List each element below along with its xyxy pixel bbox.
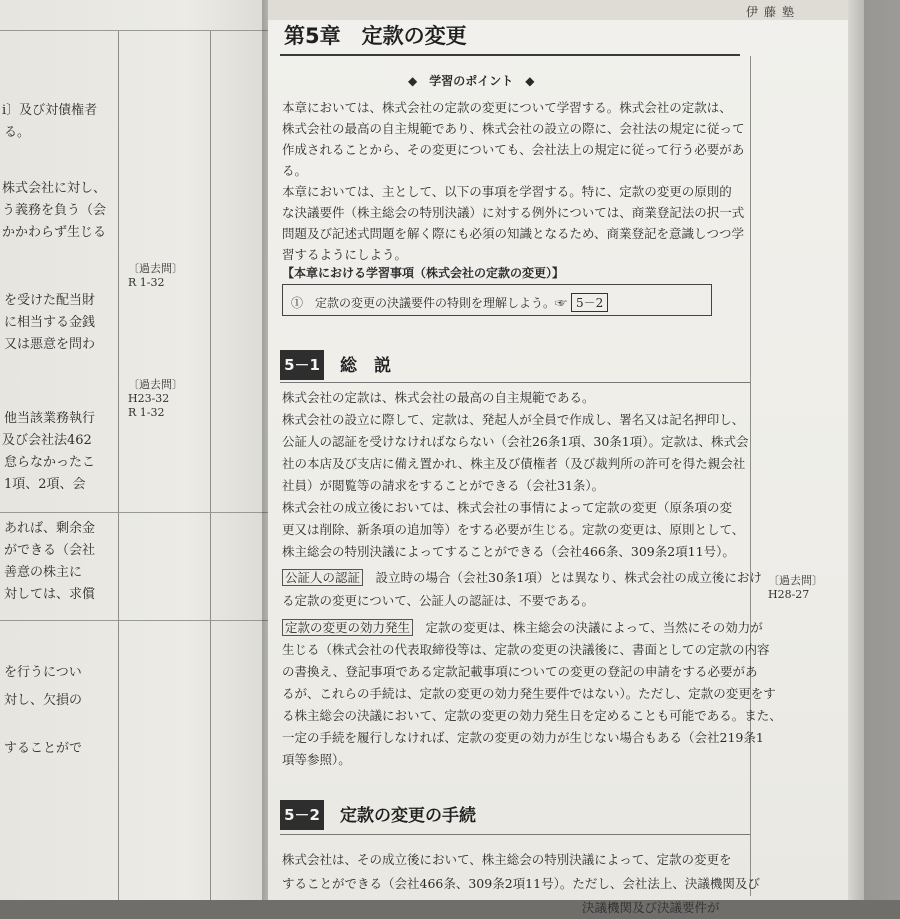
text-line: う義務を負う（会 — [2, 203, 107, 218]
text-line: る定款の変更について、公証人の認証は、不要である。 — [282, 593, 595, 608]
text-line: る。 — [4, 125, 31, 140]
page-edge — [848, 0, 864, 900]
text-line: 及び会社法462 — [2, 433, 92, 448]
text-line: な決議要件（株主総会の特別決議）に対する例外については、商業登記法の択一式 — [282, 205, 745, 220]
keyword-paragraph — [282, 616, 763, 639]
text-line: 株式会社の定款は、株式会社の最高の自主規範である。 — [282, 390, 595, 405]
note-line: 〔過去問〕 — [768, 574, 823, 587]
text-line: 社の本店及び支店に備え置かれ、株主及び債権者（及び裁判所の許可を得た親会社 — [282, 456, 746, 471]
margin-rule — [118, 30, 119, 900]
text-line: 株式会社の設立に際して、定款は、発起人が全員で作成し、署名又は記名押印し、 — [282, 412, 745, 427]
section-rule — [280, 382, 750, 383]
text-line: 作成されることから、その変更についても、会社法上の規定に従って行う必要があ — [282, 142, 745, 157]
row-rule — [0, 512, 268, 513]
text-line: 株主総会の特別決議によってすることができる（会社466条、309条2項11号）。 — [282, 544, 735, 559]
note-line: 〔過去問〕 — [128, 378, 183, 391]
text-line: 生じる（株式会社の代表取締役等は、定款の変更の決議後に、書面としての定款の内容 — [282, 642, 770, 657]
text-line: 定款の変更は、株主総会の決議によって、当然にその効力が — [413, 620, 763, 635]
text-line: 又は悪意を問わ — [4, 337, 96, 352]
text-line: 対しては、求償 — [4, 587, 96, 602]
author-name: 伊藤塾 — [746, 5, 801, 19]
right-page — [268, 0, 858, 915]
text-line: i〕及び対債権者 — [2, 103, 98, 118]
text-line: あれば、剰余金 — [4, 521, 96, 536]
text-line: 更又は削除、新条項の追加等）をする必要が生じる。定款の変更は、原則として、 — [282, 522, 745, 537]
past-exam-note — [768, 574, 823, 602]
text-line: 株式会社の最高の自主規範であり、株式会社の設立の際に、会社法の規定に従って — [282, 121, 745, 136]
learning-points-heading: ◆ 学習のポイント ◆ — [408, 74, 535, 88]
section-rule — [280, 834, 750, 835]
text-line: 怠らなかったこ — [4, 455, 96, 470]
text-line: 株式会社は、その成立後において、株主総会の特別決議によって、定款の変更を — [282, 852, 732, 867]
text-line: 設立時の場合（会社30条1項）とは異なり、株式会社の成立後におけ — [363, 570, 762, 585]
cross-reference: 5－2 — [571, 293, 608, 312]
text-line: 公証人の認証を受けなければならない（会社26条1項、30条1項）。定款は、株式会 — [282, 434, 749, 449]
text-line: 決議機関及び決議要件が — [282, 900, 720, 915]
text-line: 項等参照）。 — [282, 752, 351, 767]
section-title: 定款の変更の手続 — [340, 806, 476, 826]
text-line: 他当該業務執行 — [4, 411, 96, 426]
row-rule — [0, 620, 268, 621]
column-rule — [210, 30, 211, 900]
study-items-box — [282, 284, 712, 316]
margin-rule — [750, 56, 751, 896]
text-line: 問題及び記述式問題を解く際にも必須の知識となるため、商業登記を意識しつつ学 — [282, 226, 745, 241]
text-line: に相当する金銭 — [4, 315, 96, 330]
chapter-title: 第5章 定款の変更 — [284, 24, 467, 48]
note-line: H23-32 — [128, 392, 170, 405]
text-line: 1項、2項、会 — [4, 477, 86, 492]
text-line: の書換え、登記事項である定款記載事項についての変更の登記の申請をする必要があ — [282, 664, 758, 679]
text-line: を受けた配当財 — [4, 293, 96, 308]
past-exam-note — [128, 262, 183, 290]
left-page — [0, 0, 268, 900]
text-line: 本章においては、株式会社の定款の変更について学習する。株式会社の定款は、 — [282, 100, 732, 115]
running-header — [268, 0, 858, 20]
note-line: 〔過去問〕 — [128, 262, 183, 275]
text-line: することができる（会社466条、309条2項11号）。ただし、会社法上、決議機関及び — [282, 876, 760, 891]
text-line: るが、これらの手続は、定款の変更の効力発生要件ではない）。ただし、定款の変更をす — [282, 686, 776, 701]
note-line: H28-27 — [768, 588, 810, 601]
keyword-label: 定款の変更の効力発生 — [282, 619, 413, 636]
study-item-text: ① 定款の変更の決議要件の特則を理解しよう。☞ — [291, 296, 568, 310]
text-line: る株主総会の決議において、定款の変更の効力発生日を定めることも可能である。また、 — [282, 708, 782, 723]
text-line: 習するようにしよう。 — [282, 247, 408, 262]
past-exam-note — [128, 378, 183, 420]
text-line: る。 — [282, 163, 308, 178]
text-line: 株式会社に対し、 — [2, 181, 107, 196]
note-line: R 1-32 — [128, 406, 165, 419]
text-line: かかわらず生じる — [2, 225, 107, 240]
section-number-badge: 5－1 — [280, 350, 324, 380]
text-line: 株式会社の成立後においては、株式会社の事情によって定款の変更（原条項の変 — [282, 500, 733, 515]
text-line: 社員）が閲覧等の請求をすることができる（会社31条）。 — [282, 478, 605, 493]
study-item — [291, 293, 608, 312]
study-items-heading: 【本章における学習事項（株式会社の定款の変更）】 — [282, 266, 565, 280]
text-line: 善意の株主に — [4, 565, 83, 580]
chapter-underline — [280, 54, 740, 56]
text-line: ができる（会社 — [4, 543, 96, 558]
note-line: R 1-32 — [128, 276, 165, 289]
top-rule — [0, 30, 268, 31]
section-number-badge: 5－2 — [280, 800, 324, 830]
section-title: 総 説 — [340, 356, 391, 376]
keyword-label: 公証人の認証 — [282, 569, 363, 586]
text-line: を行うについ — [4, 665, 82, 680]
text-line: 本章においては、主として、以下の事項を学習する。特に、定款の変更の原則的 — [282, 184, 732, 199]
keyword-paragraph — [282, 566, 762, 589]
text-line: 一定の手続を履行しなければ、定款の変更の効力が生じない場合もある（会社219条1 — [282, 730, 764, 745]
text-line: 対し、欠損の — [4, 693, 83, 708]
text-line: することがで — [4, 741, 83, 756]
